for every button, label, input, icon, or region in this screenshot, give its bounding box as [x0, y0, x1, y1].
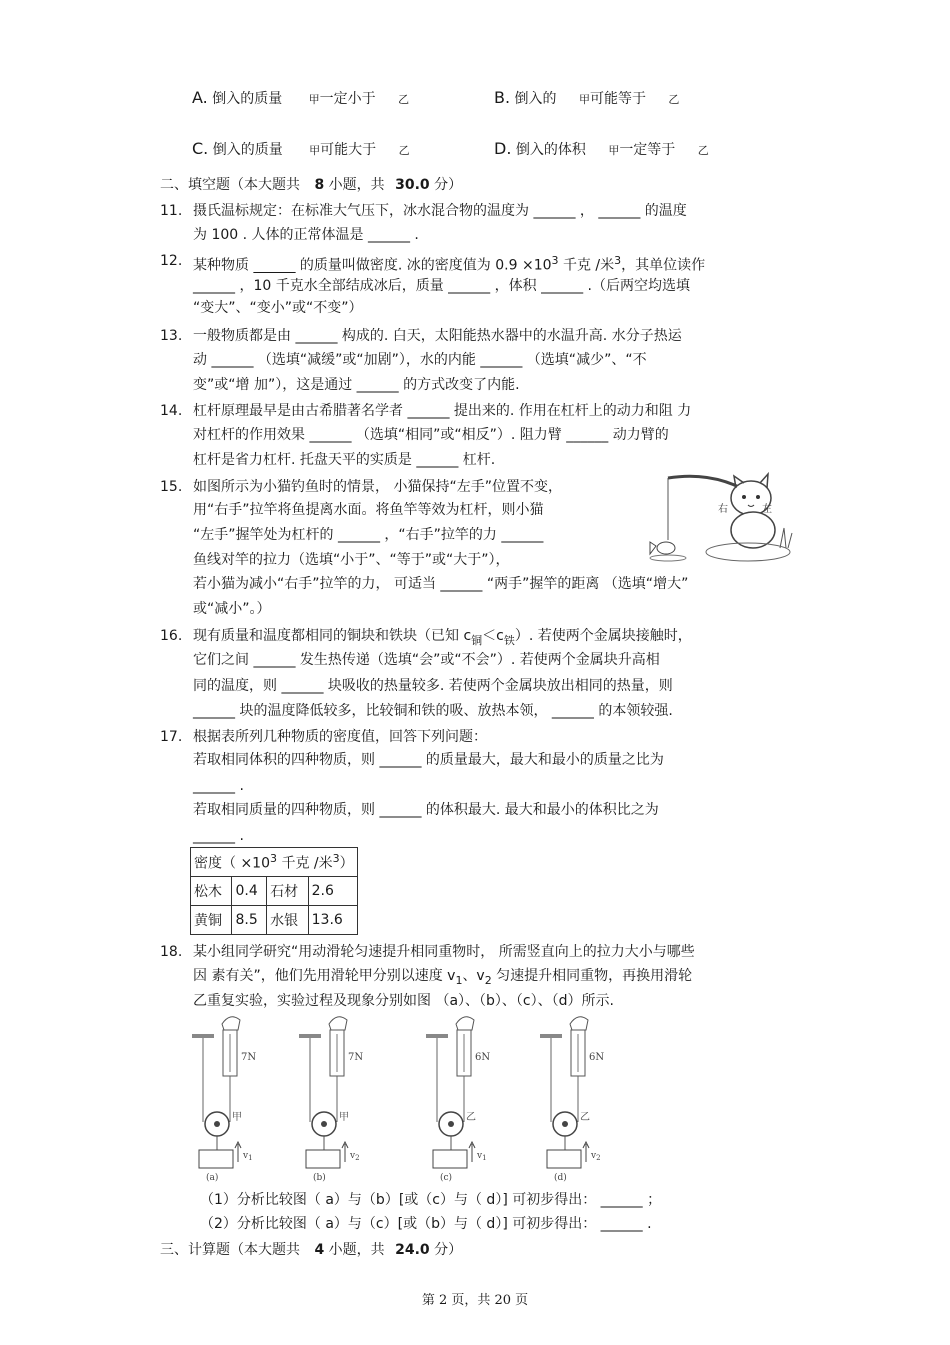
q17-line3: ______ .	[193, 778, 244, 794]
q18-sub1: （1）分析比较图（ a）与（b）[或（c）与（ d）] 可初步得出： ______ ；	[200, 1192, 662, 1208]
q15-line5: 若小猫为减小“右手”拉竿的力， 可适当 ______ “两手”握竿的距离 （选填“增大”	[193, 576, 689, 592]
q17-line5: ______ .	[193, 828, 244, 844]
q11-number: 11.	[160, 203, 183, 219]
q14-line2: 对杠杆的作用效果 ______ （选填“相同”或“相反”）. 阻力臂 ______ 动力臂的	[193, 427, 669, 443]
table-cell: 0.4	[232, 877, 267, 906]
table-row	[191, 877, 358, 906]
fish-icon	[657, 542, 675, 554]
table-cell: 13.6	[308, 906, 357, 935]
weight-block	[199, 1150, 233, 1168]
q18-sub2: （2）分析比较图（ a）与（c）[或（b）与（ d）] 可初步得出： ______ .	[200, 1216, 652, 1232]
q15-line2: 用“右手”拉竿将鱼提离水面。将鱼竿等效为杠杆，则小猫	[193, 502, 544, 518]
q17-line2: 若取相同体积的四种物质，则 ______ 的质量最大，最大和最小的质量之比为	[193, 752, 664, 768]
table-cell: 黄铜	[191, 906, 232, 935]
fig-label-right: 右	[718, 504, 728, 515]
fig-label-left: 左	[762, 504, 772, 515]
q16-line2: 它们之间 ______ 发生热传递（选填“会”或“不会”）. 若使两个金属块升高相	[193, 652, 660, 668]
ceiling-bar	[426, 1034, 448, 1038]
table-cell: 水银	[267, 906, 308, 935]
velocity-subscript: 2	[596, 1154, 601, 1162]
q14-line1: 杠杆原理最早是由古希腊著名学者 ______ 提出来的. 作用在杠杆上的动力和阻 力	[193, 403, 692, 419]
velocity-subscript: 1	[482, 1154, 487, 1162]
q11-line1: 摄氏温标规定：在标准大气压下，冰水混合物的温度为 ______ ， ______ 的温度	[193, 203, 687, 219]
velocity-label: $v_2$	[350, 1151, 360, 1162]
weight-block	[306, 1150, 340, 1168]
q15-line6: 或“减小”。）	[193, 601, 271, 617]
q11-line2: 为 100 . 人体的正常体温是 ______ .	[193, 227, 419, 243]
table-cell: 8.5	[232, 906, 267, 935]
q12-line1: 某种物质 ______ 的质量叫做密度. 冰的密度值为 $0.9 \times 10^3$ 千克 /米$^3$，其单位读作	[193, 254, 706, 274]
q16-line4: ______ 块的温度降低较多，比较铜和铁的吸、放热本领， ______ 的本领较强.	[193, 703, 673, 719]
q15-line4: 鱼线对竿的拉力（选填“小于”、“等于”或“大于”），	[193, 552, 510, 568]
q14-line3: 杠杆是省力杠杆. 托盘天平的实质是 ______ 杠杆.	[193, 452, 496, 468]
pulley-figure-d	[538, 1012, 618, 1182]
q13-line1: 一般物质都是由 ______ 构成的. 白天，太阳能热水器中的水温升高. 水分子热运	[193, 328, 682, 344]
water-wave	[650, 555, 686, 561]
option-d: D. 倒入的体积 甲一定等于 乙	[494, 139, 709, 158]
section-2-heading: 二、填空题（本大题共 8 小题，共 30.0 分）	[160, 177, 463, 193]
table-cell: 石材	[267, 877, 308, 906]
ceiling-bar	[540, 1034, 562, 1038]
q18-line3: 乙重复实验，实验过程及现象分别如图 （a）、（b）、（c）、（d）所示.	[193, 993, 614, 1009]
pulley-figure-c	[424, 1012, 504, 1182]
section-3-heading: 三、计算题（本大题共 4 小题，共 24.0 分）	[160, 1242, 463, 1258]
q12-line3: “变大”、“变小”或“不变”）	[193, 300, 363, 316]
page-footer: 第 2 页，共 20 页	[421, 1293, 529, 1308]
velocity-subscript: 2	[355, 1154, 360, 1162]
q13-number: 13.	[160, 328, 183, 344]
force-reading: 6N	[475, 1052, 491, 1063]
q15-line3: “左手”握竿处为杠杆的 ______ ，“右手”拉竿的力 ______	[193, 527, 544, 543]
q18-line2: 因 素有关”，他们先用滑轮甲分别以速度 $v_1$、$v_2$ 匀速提升相同重物，再换用滑轮	[193, 968, 693, 987]
weight-block	[547, 1150, 581, 1168]
force-reading: 6N	[589, 1052, 605, 1063]
q15-line1: 如图所示为小猫钓鱼时的情景， 小猫保持“左手”位置不变，	[193, 479, 562, 495]
velocity-label: $v_2$	[591, 1151, 601, 1162]
pulley-figure-b	[297, 1012, 377, 1182]
density-table	[190, 847, 358, 935]
ceiling-bar	[299, 1034, 321, 1038]
q16-line3: 同的温度，则 ______ 块吸收的热量较多. 若使两个金属块放出相同的热量，则	[193, 678, 673, 694]
q13-line3: 变”或“增 加”），这是通过 ______ 的方式改变了内能.	[193, 377, 520, 393]
q18-number: 18.	[160, 944, 183, 960]
table-cell: 松木	[191, 877, 232, 906]
option-c: C. 倒入的质量 甲可能大于 乙	[192, 139, 410, 158]
pulley-figure-a	[190, 1012, 270, 1182]
q16-number: 16.	[160, 628, 183, 644]
weight-block	[433, 1150, 467, 1168]
option-a: A. 倒入的质量 甲一定小于 乙	[192, 88, 410, 107]
pulley-label: 甲	[232, 1112, 242, 1123]
grass	[780, 528, 792, 548]
velocity-label: $v_1$	[243, 1151, 253, 1162]
table-row	[191, 906, 358, 935]
q18-line1: 某小组同学研究“用动滑轮匀速提升相同重物时， 所需竖直向上的拉力大小与哪些	[193, 944, 695, 960]
velocity-subscript: 1	[248, 1154, 253, 1162]
figure-caption: (d)	[554, 1173, 567, 1182]
q12-number: 12.	[160, 253, 183, 269]
velocity-label: $v_1$	[477, 1151, 487, 1162]
q13-line2: 动 ______ （选填“减缓”或“加剧”），水的内能 ______ （选填“减少”、“不	[193, 352, 647, 368]
table-header-row	[191, 848, 358, 877]
table-header: 密度（ $\times 10^3$ 千克 /米$^3$）	[191, 848, 358, 877]
pulley-label: 乙	[466, 1112, 476, 1123]
hand-icon	[329, 1017, 347, 1030]
q15-number: 15.	[160, 479, 183, 495]
q12-line2: ______ ，10 千克水全部结成冰后，质量 ______ ，体积 ______ .（后两空均选填	[193, 278, 690, 294]
figure-caption: (b)	[313, 1173, 326, 1182]
q17-line4: 若取相同质量的四种物质，则 ______ 的体积最大. 最大和最小的体积比之为	[193, 802, 659, 818]
q16-line1: 现有质量和温度都相同的铜块和铁块（已知 $c_铜<c_铁$）. 若使两个金属块接触时，	[193, 628, 692, 647]
pulley-label: 甲	[339, 1112, 349, 1123]
force-reading: 7N	[348, 1052, 364, 1063]
figure-caption: (c)	[440, 1173, 453, 1182]
option-b: B. 倒入的 甲可能等于 乙	[494, 88, 680, 107]
q14-number: 14.	[160, 403, 183, 419]
hand-icon	[570, 1017, 588, 1030]
table-cell: 2.6	[308, 877, 357, 906]
hand-icon	[456, 1017, 474, 1030]
cat-fishing-figure	[648, 468, 796, 566]
hand-icon	[222, 1017, 240, 1030]
q17-line1: 根据表所列几种物质的密度值，回答下列问题：	[193, 729, 487, 745]
ceiling-bar	[192, 1034, 214, 1038]
figure-caption: (a)	[206, 1173, 219, 1182]
force-reading: 7N	[241, 1052, 257, 1063]
pulley-label: 乙	[580, 1112, 590, 1123]
q17-number: 17.	[160, 729, 183, 745]
